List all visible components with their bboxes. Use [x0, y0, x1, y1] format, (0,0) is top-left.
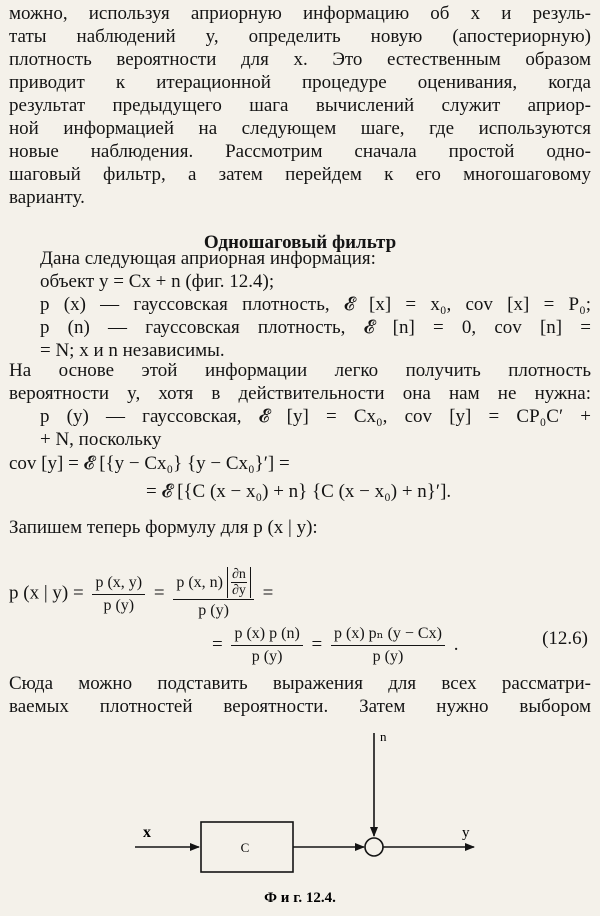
fraction-numerator: p (x, y): [92, 573, 145, 595]
text-line: плотность вероятности для x. Это естественным образом: [9, 49, 591, 70]
bayes-row-2: = $\frac{p (x) p (n)}{p (y)}$ = $\frac{\text{p (x) pₙ (y − Cx)}}{p (y)}$ .: [212, 625, 459, 665]
text-line: таты наблюдений y, определить новую (апостериорную): [9, 26, 591, 47]
text-line: Запишем теперь формулу для p (x | y):: [9, 517, 318, 538]
text-line: приводит к итерационной процедуре оценивания, когда: [9, 72, 591, 93]
fraction-jacobian: [173, 567, 254, 621]
text-line: p (n) — гауссовская плотность, 𝓔 [n] = 0, cov [n] =: [40, 317, 591, 338]
text-line: ваемых плотностей вероятности. Затем нужно выбором: [9, 696, 591, 717]
fraction-numerator: p (x) p (n): [231, 624, 302, 646]
text-line: На основе этой информации легко получить плотность: [9, 360, 591, 381]
fraction-denominator: p (y): [198, 602, 229, 619]
equation-number: (12.6): [542, 628, 588, 649]
text-line: можно, используя априорную информацию об x и резуль-: [9, 3, 591, 24]
fraction-numerator: p (x) pₙ (y − Cx): [331, 624, 445, 646]
cov-equation-line-1: cov [y] = 𝓔 [{y − Cx₀} {y − Cx₀}′] =: [9, 453, 290, 474]
fraction-joint: [92, 573, 145, 616]
bayes-lhs: p (x | y) =: [9, 582, 84, 604]
jacobian-numerator: ∂n: [231, 567, 246, 582]
cov-equation-line-2: = 𝓔 [{C (x − x₀) + n} {C (x − x₀) + n}′].: [146, 481, 452, 502]
text-line: Дана следующая априорная информация:: [40, 248, 376, 269]
fraction-independent: [231, 624, 302, 667]
fraction-denominator: p (y): [103, 596, 135, 614]
output-label: y: [462, 825, 470, 841]
text-line: вероятности y, хотя в действительности она нам не нужна:: [9, 383, 591, 404]
jacobian-fraction: [231, 567, 247, 598]
block-diagram: [0, 725, 600, 916]
text-line: ной информацией на следующем шаге, где используются: [9, 118, 591, 139]
fraction-denominator: p (y): [251, 648, 283, 665]
text-line: p (x) — гауссовская плотность, 𝓔 [x] = x₀, cov [x] = P₀;: [40, 294, 591, 315]
text-line: результат предыдущего шага вычислений служит априор-: [9, 95, 591, 116]
text-line: варианту.: [9, 187, 85, 208]
section-heading: Одношаговый фильтр: [203, 232, 397, 253]
jacobian-denominator: ∂y: [231, 583, 246, 598]
summing-junction: [365, 838, 383, 856]
fraction-noise-density: [331, 624, 445, 667]
text-line: Сюда можно подставить выражения для всех рассматри-: [9, 673, 591, 694]
fraction-numerator: [173, 567, 254, 600]
text-line: объект y = Cx + n (фиг. 12.4);: [40, 271, 275, 292]
input-label: x: [143, 824, 151, 841]
text-line: шаговый фильтр, а затем перейдем к его многошаговому: [9, 164, 591, 185]
fraction-denominator: p (y): [372, 648, 404, 665]
figure-caption: Ф и г. 12.4.: [264, 890, 336, 906]
text-line: p (y) — гауссовская, 𝓔 [y] = Cx₀, cov [y] = CP₀C′ +: [40, 406, 591, 427]
text-line: + N, поскольку: [40, 429, 162, 450]
noise-label: n: [380, 729, 387, 744]
jacobian-abs: [227, 567, 251, 598]
text-line: = N; x и n независимы.: [40, 340, 225, 361]
bayes-row-1: p (x | y) = $\frac{p (x, y)}{p (y)}$ = p (x, n) $\frac{\partial n}{\partial y}$ p (y) =: [9, 567, 274, 619]
text-line: новые наблюдения. Рассмотрим сначала простой одно-: [9, 141, 591, 162]
block-label: C: [240, 840, 250, 855]
numerator-density: p (x, n): [176, 573, 223, 591]
